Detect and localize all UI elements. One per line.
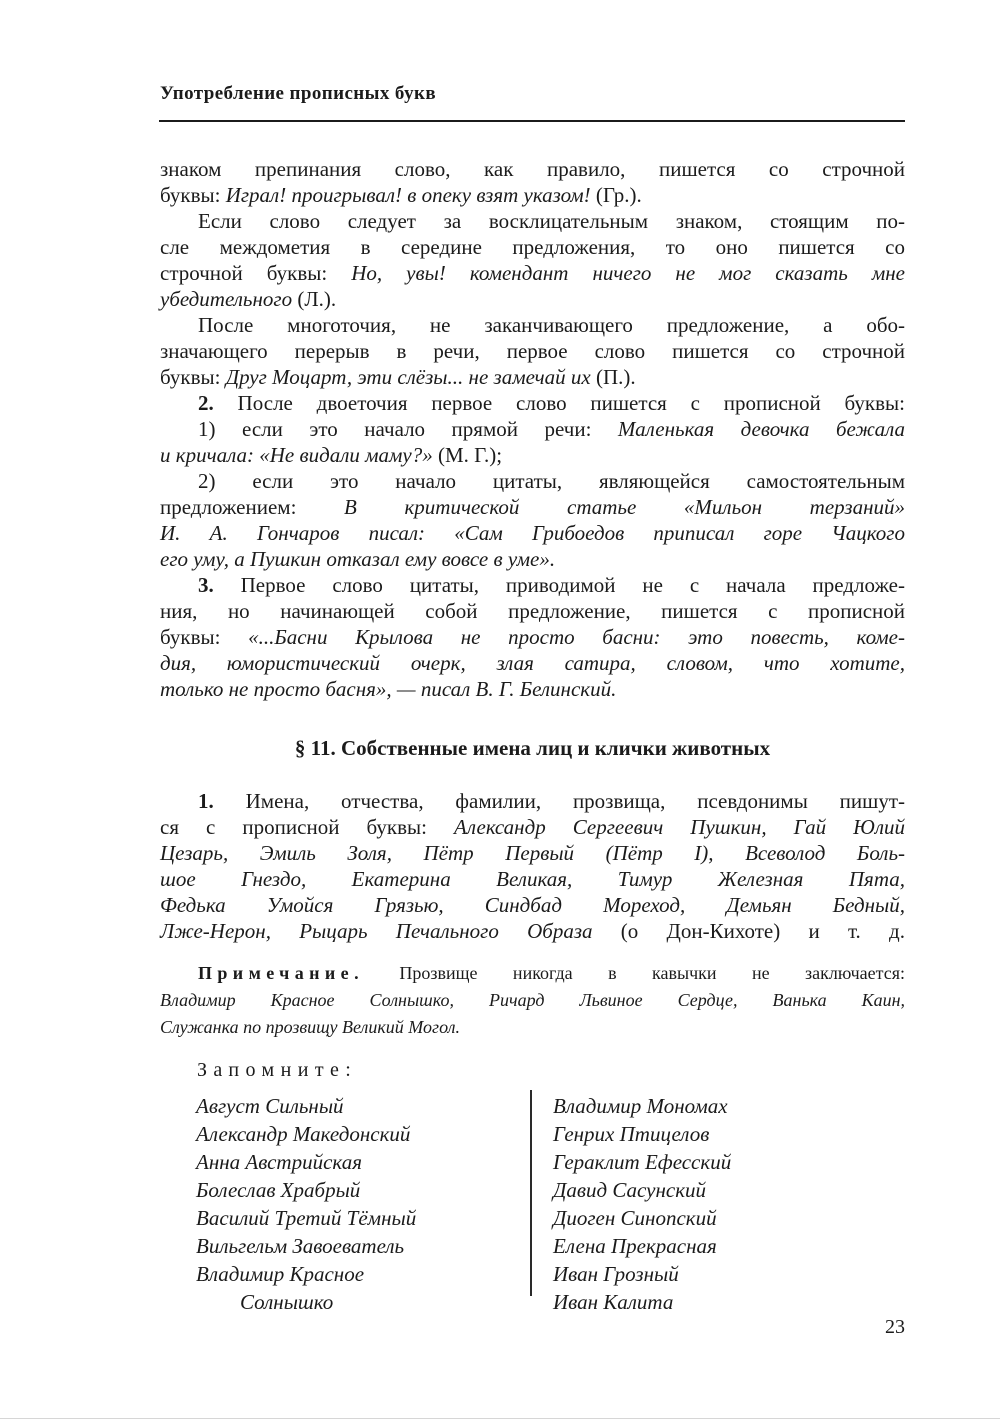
text-line: предложением: В критической статье «Мильон терзаний» (160, 495, 905, 519)
names-column-left (196, 1092, 521, 1316)
name-item: Гераклит Ефесский (553, 1150, 732, 1174)
paragraph (160, 788, 905, 944)
names-column-right (553, 1092, 883, 1316)
name-item: Август Сильный (196, 1094, 344, 1118)
name-item: Владимир Красное (196, 1262, 365, 1286)
remember-label: Запомните: (197, 1059, 358, 1081)
text-line: 1) если это начало прямой речи: Маленькая девочка бежала (198, 417, 905, 441)
paragraph (160, 312, 905, 390)
running-head-rule (159, 120, 905, 122)
text-line: После многоточия, не заканчивающего предложение, а обо- (198, 313, 905, 337)
name-item: Иван Грозный (553, 1262, 679, 1286)
column-divider (530, 1090, 532, 1296)
name-item: Иван Калита (553, 1290, 674, 1314)
text-line: Примечание. Прозвище никогда в кавычки не заключается: (198, 963, 905, 983)
text-line: сле междометия в середине предложения, то оно пишется со (160, 235, 905, 259)
name-item: Болеслав Храбрый (196, 1178, 361, 1202)
paragraph (160, 572, 905, 702)
text-line: 3. Первое слово цитаты, приводимой не с начала предложе- (198, 573, 905, 597)
name-item: Генрих Птицелов (553, 1122, 710, 1146)
body-text (160, 156, 905, 702)
name-item: Диоген Синопский (553, 1206, 717, 1230)
text-line: Федька Умойся Грязью, Синдбад Мореход, Демьян Бедный, (160, 893, 905, 917)
name-item: Александр Македонский (196, 1122, 411, 1146)
text-line: 2) если это начало цитаты, являющейся самостоятельным (198, 469, 905, 493)
running-head: Употребление прописных букв (160, 83, 437, 104)
text-line: значающего перерыв в речи, первое слово пишется со строчной (160, 339, 905, 363)
paragraph (160, 208, 905, 312)
text-line: ся с прописной буквы: Александр Сергеевич Пушкин, Гай Юлий (160, 815, 905, 839)
text-line: Владимир Красное Солнышко, Ричард Львиное Сердце, Ванька Каин, (160, 990, 905, 1010)
paragraph (160, 390, 905, 416)
name-item: Солнышко (240, 1290, 334, 1314)
paragraph (160, 468, 905, 572)
text-line: Цезарь, Эмиль Золя, Пётр Первый (Пётр I), Всеволод Боль- (160, 841, 905, 865)
text-line: буквы: Друг Моцарт, эти слёзы... не замечай их (П.). (160, 365, 636, 389)
text-line: только не просто басня», — писал В. Г. Белинский. (160, 677, 617, 701)
page-number: 23 (885, 1316, 905, 1338)
text-line: буквы: Играл! проигрывал! в опеку взят указом! (Гр.). (160, 183, 642, 207)
name-item: Давид Сасунский (553, 1178, 707, 1202)
text-line: дия, юмористический очерк, злая сатира, словом, что хотите, (160, 651, 905, 675)
text-line: 1. Имена, отчества, фамилии, прозвища, псевдонимы пишут- (198, 789, 905, 813)
name-item: Вильгельм Завоеватель (196, 1234, 405, 1258)
text-line: И. А. Гончаров писал: «Сам Грибоедов приписал горе Чацкого (160, 521, 905, 545)
text-line: 2. После двоеточия первое слово пишется с прописной буквы: (198, 391, 905, 415)
note (160, 960, 905, 1041)
text-line: Лже-Нерон, Рыцарь Печального Образа (о Дон-Кихоте) и т. д. (160, 919, 905, 943)
name-item: Владимир Мономах (553, 1094, 728, 1118)
text-line: убедительного (Л.). (160, 287, 337, 311)
text-line: Служанка по прозвищу Великий Могол. (160, 1017, 460, 1037)
name-item: Елена Прекрасная (553, 1234, 717, 1258)
paragraph (160, 416, 905, 468)
name-item: Василий Третий Тёмный (196, 1206, 417, 1230)
text-line: строчной буквы: Но, увы! комендант ничего не мог сказать мне (160, 261, 905, 285)
paragraph (160, 156, 905, 208)
section-heading: § 11. Собственные имена лиц и клички животных (294, 736, 771, 760)
text-line: ния, но начинающей собой предложение, пишется с прописной (160, 599, 905, 623)
name-item: Анна Австрийская (196, 1150, 362, 1174)
text-line: Если слово следует за восклицательным знаком, стоящим по- (198, 209, 905, 233)
text-line: его уму, а Пушкин отказал ему вовсе в уме». (160, 547, 556, 571)
text-line: знаком препинания слово, как правило, пишется со строчной (160, 157, 905, 181)
text-line: шое Гнездо, Екатерина Великая, Тимур Железная Пята, (160, 867, 905, 891)
text-line: буквы: «...Басни Крылова не просто басни: это повесть, коме- (160, 625, 905, 649)
text-line: и кричала: «Не видали маму?» (М. Г.); (160, 443, 503, 467)
